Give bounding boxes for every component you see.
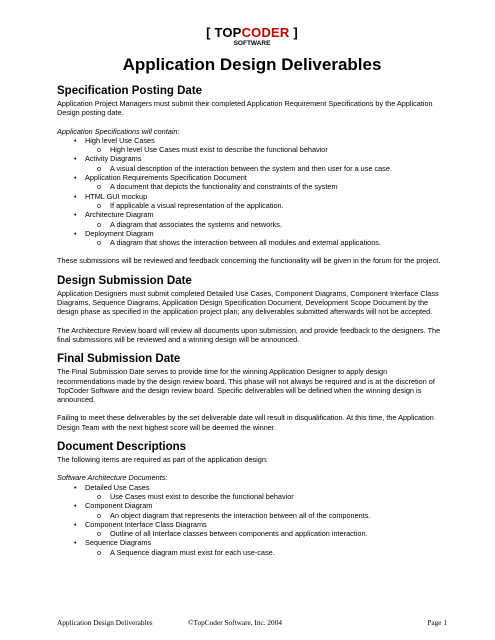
brand-logo [57,26,447,40]
list-item: • Activity Diagrams o A visual description of the interaction between the system and then user for a use case. [57,154,447,173]
docs-list-intro: Software Architecture Documents: [57,473,168,483]
sub-list-item: o A diagram that shows the interaction between all modules and external applications. [97,238,381,248]
section-heading-design: Design Submission Date [57,274,192,287]
sub-list-item: o A diagram that associates the systems and networks. [97,219,282,229]
document-page [57,26,447,557]
footer-copyright: ©TopCoder Software, Inc. 2004 [188,618,282,627]
section-heading-docs: Document Descriptions [57,441,187,454]
sub-list-item: o A document that depicts the functionality and constraints of the system [97,182,338,192]
docs-list [57,483,447,557]
sub-list-item: o A Sequence diagram must exist for each use-case. [97,547,275,557]
footer-title: Application Design Deliverables [57,618,153,627]
list-item: • Component Diagram o An object diagram that represents the interaction between all of the components. [57,501,447,520]
docs-paragraph-1: The following items are required as part of the application design: [57,455,268,465]
list-item: • Sequence Diagrams o A Sequence diagram must exist for each use-case. [57,538,447,557]
section-heading-final: Final Submission Date [57,353,181,366]
spec-paragraph-1: Application Project Managers must submit their completed Application Requirement Specifications by the Application Design posting date. [57,99,433,118]
sub-list-item: o If applicable a visual representation of the application. [97,200,284,210]
list-item: • Application Requirements Specification Document o A document that depicts the functionality and constraints of the system [57,173,447,192]
section-heading-spec: Specification Posting Date [57,85,203,97]
brand-bracket-close: ] [289,25,298,40]
list-item: • Component Interface Class Diagrams o Outline of all Interface classes between components and application interaction. [57,520,447,539]
document-title: Application Design Deliverables [122,55,382,74]
list-item: • High level Use Cases o High level Use Cases must exist to describe the functional behavior [57,136,447,155]
sub-list-item: o A visual description of the interaction between the system and then user for a use case. [97,163,392,173]
design-paragraph-1: Application Designers must submit completed Detailed Use Cases, Component Diagrams, Component Interface Class Diagrams, Sequence Diagrams, Application Design Specification Document, Development Scope Document by the design phase as specified in the application project plan; any deliverables submitted afterwards will not be accepted. [57,288,439,317]
sub-list-item: o Outline of all Interface classes between components and application interaction. [97,529,368,539]
sub-list-item: o Use Cases must exist to describe the functional behavior [97,491,294,501]
spec-list-intro: Application Specifications will contain: [57,126,180,136]
footer-page-number: Page 1 [427,618,447,627]
list-item: • HTML GUI mockup o If applicable a visual representation of the application. [57,192,447,211]
spec-paragraph-2: These submissions will be reviewed and feedback concerning the functionality will be given in the forum for the project. [57,256,441,266]
final-paragraph-2: Failing to meet these deliverables by the set deliverable date will result in disqualification. At this time, the Application Design Team with the next highest score will be deemed the winner. [57,413,434,432]
sub-list-item: o High level Use Cases must exist to describe the functional behavior [97,145,328,155]
list-item: • Deployment Diagram o A diagram that shows the interaction between all modules and external applications. [57,229,447,248]
list-item: • Architecture Diagram o A diagram that associates the systems and networks. [57,210,447,229]
brand-bracket-open: [ [206,25,215,40]
brand-subtitle: SOFTWARE [233,40,271,47]
sub-list-item: o An object diagram that represents the interaction between all of the components. [97,510,371,520]
final-paragraph-1: The Final Submission Date serves to provide time for the winning Application Designer to apply design recommendations made by the design review board. This phase will not always be required and is at the discretion of TopCoder Software and the design review board. Specific deliverables will be defined when the winning design is announced. [57,367,435,405]
design-paragraph-2: The Architecture Review board will review all documents upon submission, and provide feedback to the designers. The final submissions will be reviewed and a winning design will be announced. [57,325,441,344]
brand-coder: CODER [241,25,290,40]
list-item: • Detailed Use Cases o Use Cases must exist to describe the functional behavior [57,483,447,502]
brand-top: TOP [214,25,242,40]
spec-list [57,136,447,248]
